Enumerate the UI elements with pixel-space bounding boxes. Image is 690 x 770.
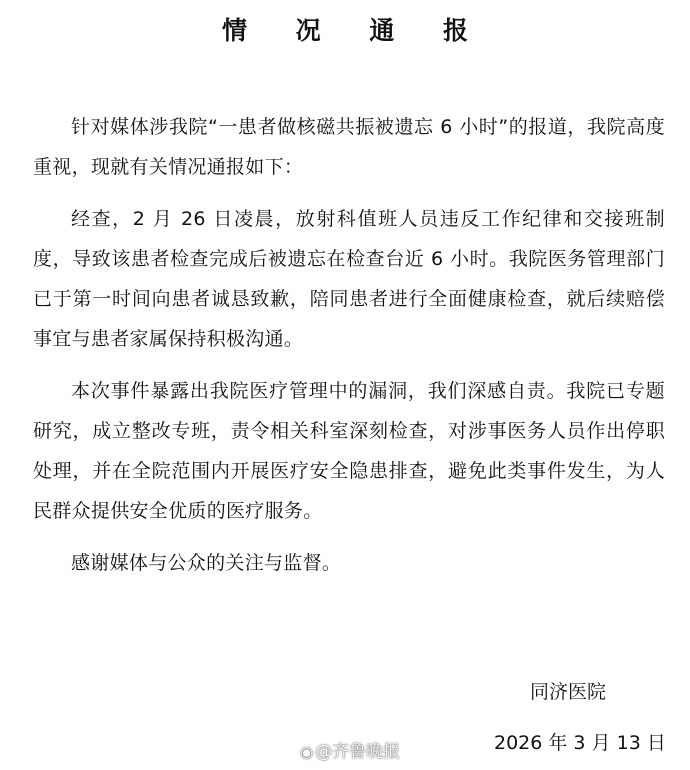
watermark-text: @齐鲁晚报 — [315, 742, 401, 762]
weibo-icon: ◉ — [300, 743, 314, 761]
document-title: 情 况 通 报 — [221, 16, 489, 45]
signature-organization: 同济医院 — [530, 681, 607, 703]
paragraph-findings: 经查，2 月 26 日凌晨，放射科值班人员违反工作纪律和交接班制度，导致该患者检查完成后被遗忘在检查台近 6 小时。我院医务管理部门已于第一时间向患者诚恳致歉，陪同患者进行全面健康检查，就后续赔偿事宜与患者家属保持积极沟通。 — [33, 208, 665, 350]
paragraph-measures: 本次事件暴露出我院医疗管理中的漏洞，我们深感自责。我院已专题研究，成立整改专班，责令相关科室深刻检查，对涉事医务人员作出停职处理，并在全院范围内开展医疗安全隐患排查，避免此类事件发生，为人民群众提供安全优质的医疗服务。 — [33, 380, 665, 522]
document-body — [33, 107, 665, 595]
signature-date: 2026 年 3 月 13 日 — [494, 732, 666, 754]
paragraph-intro: 针对媒体涉我院“一患者做核磁共振被遗忘 6 小时”的报道，我院高度重视，现就有关情况通报如下： — [33, 116, 665, 178]
paragraph-thanks: 感谢媒体与公众的关注与监督。 — [71, 552, 342, 574]
source-watermark — [300, 741, 400, 763]
